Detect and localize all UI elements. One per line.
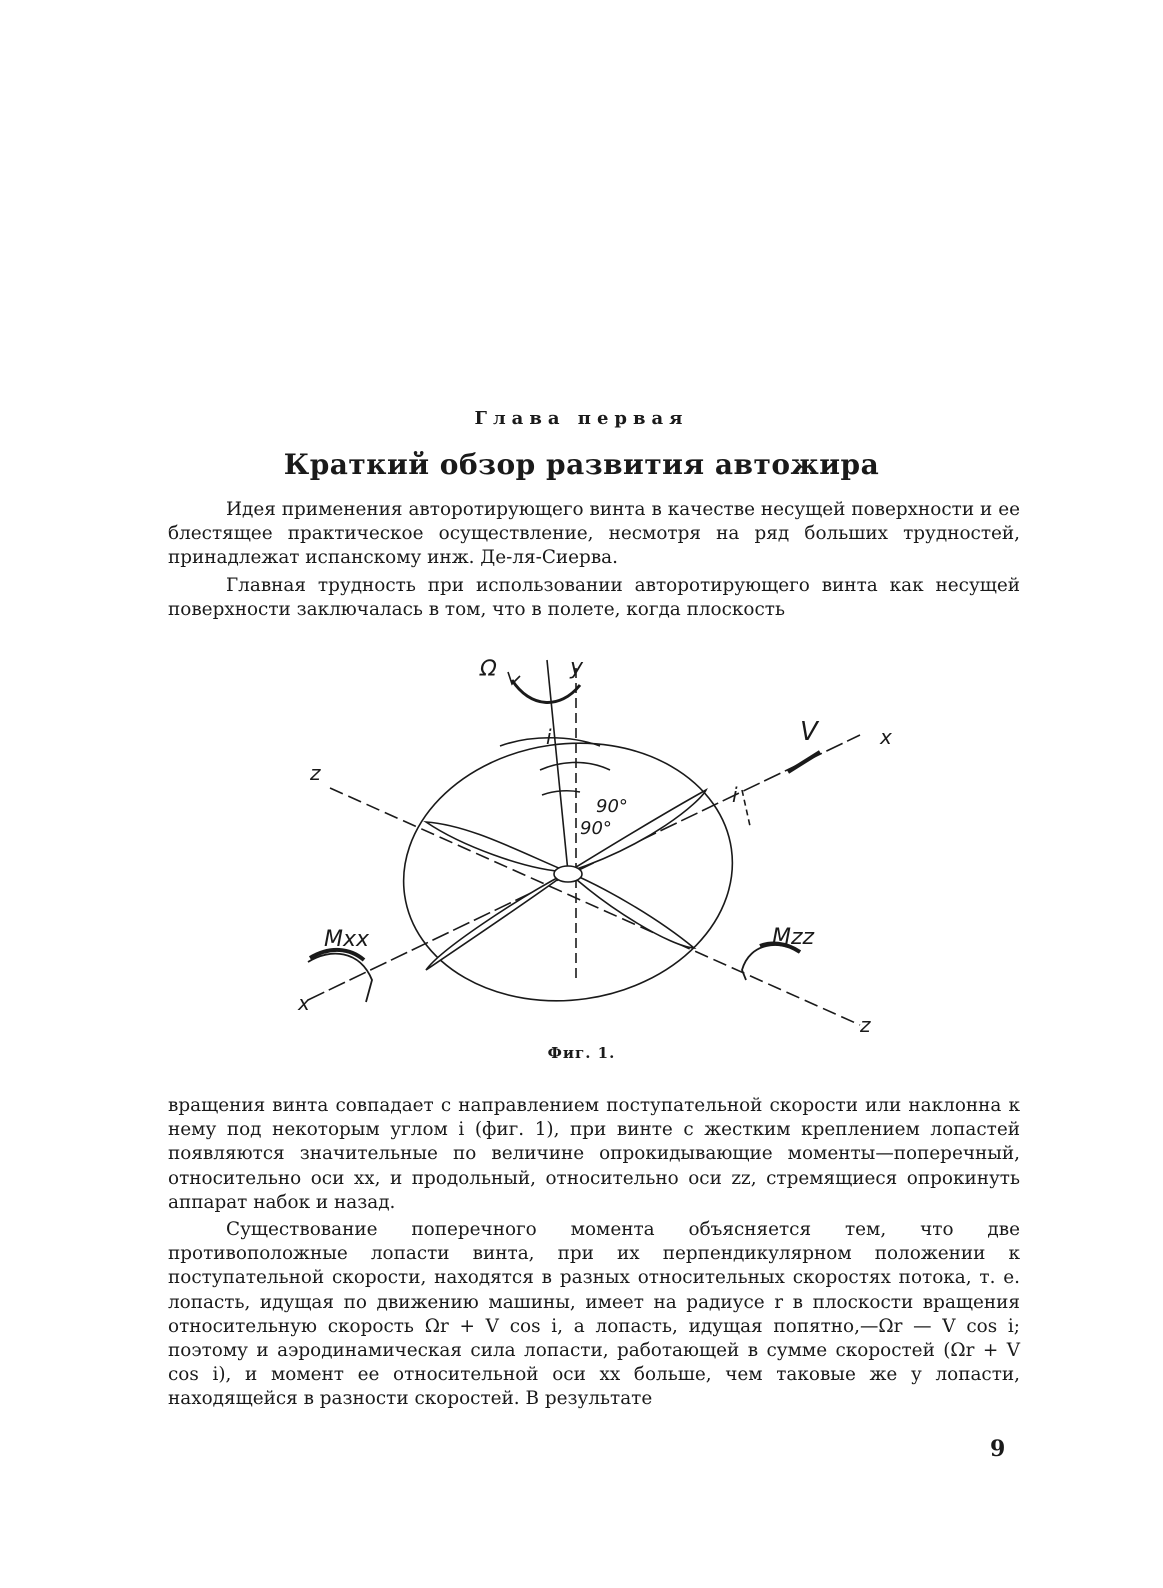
label-x-bottom: x [298,991,310,1015]
mzz-arrow [742,945,800,980]
paragraph-1: Идея применения авторотирующего винта в качестве несущей поверхности и ее блестящее практическое осуществление, несмотря на ряд больших трудностей, принадлежат испанскому инж. Де-ля-Сиерва. [168,499,1020,569]
blade-3 [568,872,694,948]
label-x-top: x [880,725,892,749]
chapter-title: Краткий обзор развития автожира [283,448,880,481]
velocity-arrow [788,752,820,772]
page-number: 9 [990,1436,1006,1462]
rotor-diagram [280,640,900,1040]
label-angle-2: 90° [580,818,612,839]
blade-4 [426,872,568,970]
label-i-right: i [732,783,738,807]
label-z-bottom: z [860,1013,871,1037]
x-axis [308,735,860,1000]
label-y: y [570,655,584,680]
label-angle-1: 90° [596,796,628,817]
paragraph-4: Существование поперечного момента объясняется тем, что две противоположные лопасти винта, при их перпендикулярном положении к поступательной скорости, находятся в разных относительных скоростях потока, т. е. лопасть, идущая по движению машины, имеет на радиусе r в плоскости вращения относительную скорость Ωr + V cos i, а лопасть, идущая попятно,—Ωr — V cos i; поэтому и аэродинамическая сила лопасти, работающей в сумме скоростей (Ωr + V cos i), и момент ее относительной оси xx больше, чем таковые же у лопасти, находящейся в разности скоростей. В результате [168,1219,1020,1410]
paragraph-2: Главная трудность при использовании авторотирующего винта как несущей поверхности заключалась в том, что в полете, когда плоскость [168,575,1020,621]
label-mzz: Mzz [772,925,815,950]
label-omega: Ω [480,657,497,682]
rotor-hub [554,866,582,882]
label-v: V [800,717,818,747]
chapter-label: Глава первая [474,408,689,429]
figure-caption: Фиг. 1. [547,1044,616,1062]
paragraph-3: вращения винта совпадает с направлением поступательной скорости или наклонна к нему под некоторым углом i (фиг. 1), при винте с жестким креплением лопастей появляются значительные по величине опрокидывающие моменты—поперечный, относительно оси xx, и продольный, относительно оси zz, стремящиеся опрокинуть аппарат набок и назад. [168,1095,1020,1213]
blade-1 [426,822,568,872]
label-z-top: z [310,761,321,785]
omega-arrow [512,680,580,702]
label-mxx: Mxx [324,927,370,952]
label-i-top: i [546,725,552,749]
